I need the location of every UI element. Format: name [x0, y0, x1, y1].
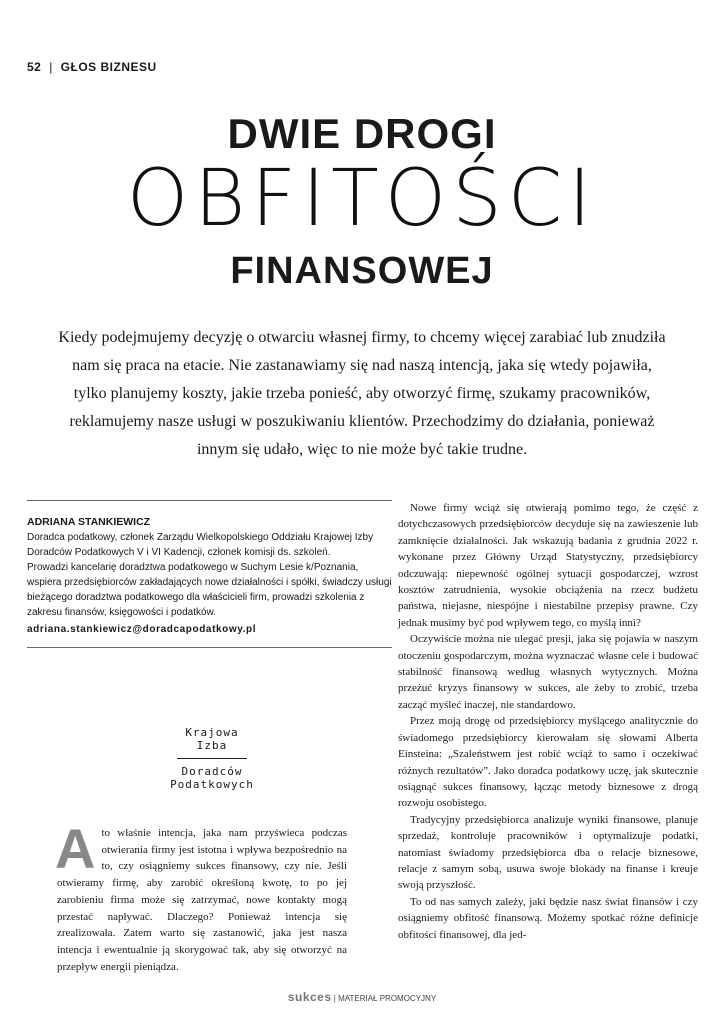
logo-line-3: Doradców: [181, 765, 243, 778]
page-header: [27, 60, 157, 74]
author-bio-2: Prowadzi kancelarię doradztwa podatkowego w Suchym Lesie k/Poznania, wspiera przedsiębiorców zakładających nowe działalności i spółki, świadczy usługi bieżącego doradztwa podatkowego dla właścicieli firm, prowadzi szkolenia z zakresu finansów, księgowości i podatków.: [27, 562, 392, 618]
logo-divider: [177, 758, 247, 759]
right-paragraph-5: To od nas samych zależy, jaki będzie nasz świat finansów i czy osiągniemy obfitość finansową. Możemy spotkać różne definicje obfitości finansowej, dla jed-: [398, 895, 698, 941]
left-body-text: [55, 817, 347, 975]
author-email[interactable]: adriana.stankiewicz@doradcapodatkowy.pl: [27, 624, 257, 635]
left-body-paragraph: to właśnie intencja, jaka nam przyświeca podczas otwierania firmy jest istotna i wpływa bezpośrednio na to, czy osiągniemy sukces finansowy, czy nie. Jeśli otwieramy firmę, aby zarobić określoną kwotę, to po jej zarobieniu firma może się zatrzymać, nowe kontakty mogą przestać napływać. Dlaczego? Ponieważ intencja się zrealizowała. Zatem warto się zastanowić, jaka jest nasza intencja i ewentualnie ją skorygować tak, aby się otworzyć na przepływ energii pieniądza.: [57, 827, 347, 973]
logo-line-2: Izba: [196, 739, 228, 752]
drop-cap: A: [55, 817, 96, 880]
section-name: GŁOS BIZNESU: [60, 60, 157, 74]
title-line-3: FINANSOWEJ: [230, 250, 494, 292]
header-separator: |: [49, 60, 53, 74]
author-top-rule: [27, 500, 392, 501]
footer-separator: |: [333, 994, 336, 1003]
logo-line-1: Krajowa: [185, 726, 239, 739]
logo-line-4: Podatkowych: [170, 778, 254, 791]
footer-brand-logo: sukces: [287, 990, 332, 1004]
author-box: [27, 515, 392, 637]
right-column: [398, 500, 698, 943]
author-name: ADRIANA STANKIEWICZ: [27, 516, 151, 528]
lead-paragraph: Kiedy podejmujemy decyzję o otwarciu własnej firmy, to chcemy więcej zarabiać lub znudziła nam się praca na etacie. Nie zastanawiamy się nad naszą intencją, jaka się wtedy pojawiła, tylko planujemy koszty, jakie trzeba ponieść, aby otworzyć firmę, szukamy pracowników, reklamujemy nasze usługi w poszukiwaniu klientów. Przechodzimy do działania, ponieważ innym się udało, więc to nie może być takie trudne.: [58, 329, 666, 458]
title-line-1: DWIE DROGI: [227, 110, 497, 157]
title-line-2: OBFITOŚCI: [126, 154, 598, 244]
kidp-logo: [137, 726, 287, 791]
right-paragraph-3: Przez moją drogę od przedsiębiorcy myślącego analitycznie do świadomego przedsiębiorcy kierowałam się słowami Alberta Einsteina: „Szaleństwem jest robić wciąż to samo i oczekiwać różnych rezultatów”. Jako doradca podatkowy uczę, jak skutecznie osiągnąć sukces finansowy, łącząc metody biznesowe z drogą rozwoju osobistego.: [398, 715, 698, 810]
author-bio-1: Doradca podatkowy, członek Zarządu Wielkopolskiego Oddziału Krajowej Izby Doradców Podatkowych V i VI Kadencji, członek komisji ds. szkoleń.: [27, 532, 374, 558]
right-paragraph-1: Nowe firmy wciąż się otwierają pomimo tego, że część z dotychczasowych przedsiębiorców decyduje się na zawieszenie lub zamknięcie działalności. Jak wskazują badania z grudnia 2022 r. wykonane przez Główny Urząd Statystyczny, przedsiębiorcy odczuwają: niepewność ogólnej sytuacji gospodarczej, wzrost kosztów zatrudnienia, wysokie obciążenia na rzecz budżetu państwa, niejasne, niespójne i niestabilne przepisy prawne. Czy jednak musimy być pod wpływem tego, co myślą inni?: [398, 502, 698, 629]
left-column: [27, 500, 392, 973]
author-bottom-rule: [27, 647, 392, 648]
right-paragraph-4: Tradycyjny przedsiębiorca analizuje wyniki finansowe, planuje sprzedaż, kontroluje pracowników i optymalizuje podatki, natomiast świadomy przedsiębiorca dba o relacje biznesowe, relacje z samym sobą, usuwa swoje blokady na finanse i kreuje swoją przyszłość.: [398, 813, 698, 892]
right-paragraph-2: Oczywiście można nie ulegać presji, jaka się pojawia w naszym otoczeniu gospodarczym, można wyznaczać własne cele i budować stabilność finansową według własnych wytycznych. Można przeżuć kryzys finansowy w sukces, ale żeby to zrobić, trzeba zacząć myśleć inaczej, nie standardowo.: [398, 633, 698, 711]
footer-label: MATERIAŁ PROMOCYJNY: [338, 994, 437, 1003]
page-number: 52: [27, 60, 42, 74]
page-footer: [0, 990, 724, 1004]
